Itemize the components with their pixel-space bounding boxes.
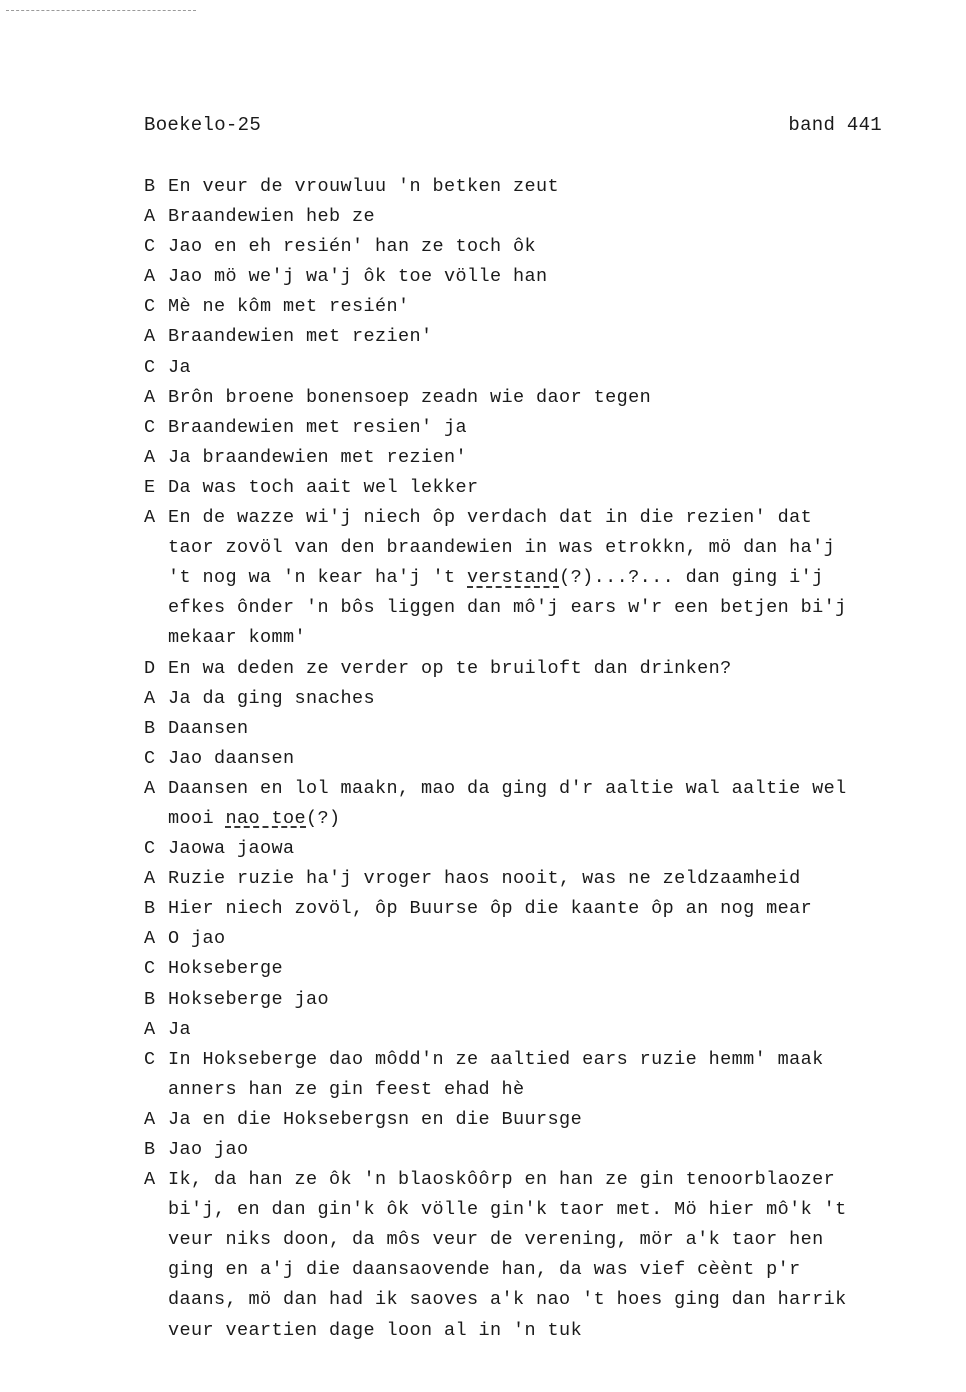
text-line: veur niks doon, da môs veur de verening, mör a'k taor hen xyxy=(168,1229,824,1251)
speaker-label: E xyxy=(144,476,156,498)
text-line: Jao en eh resién' han ze toch ôk xyxy=(168,236,537,258)
utterance-text xyxy=(168,1015,904,1045)
text-line: mekaar komm' xyxy=(168,627,307,649)
utterance xyxy=(144,503,904,653)
text-line: Ja braandewien met rezien' xyxy=(168,446,468,468)
text-line: Hier niech zovöl, ôp Buurse ôp die kaante ôp an nog mear xyxy=(168,898,813,920)
utterance xyxy=(144,684,904,714)
utterance-text xyxy=(168,654,904,684)
text-line: mooi nao toe(?) xyxy=(168,807,341,829)
utterance-text xyxy=(168,985,904,1015)
speaker-label: C xyxy=(144,1048,156,1070)
scan-artifact-line xyxy=(6,10,196,11)
utterance xyxy=(144,1045,904,1105)
text-line: 't nog wa 'n kear ha'j 't verstand(?)...?... dan ging i'j xyxy=(168,567,824,589)
speaker-label: A xyxy=(144,386,156,408)
utterance xyxy=(144,1105,904,1135)
text-line: efkes ônder 'n bôs liggen dan mô'j ears w'r een betjen bi'j xyxy=(168,597,847,619)
speaker-label: B xyxy=(144,898,156,920)
utterance xyxy=(144,292,904,322)
text-line: Jaowa jaowa xyxy=(168,838,295,860)
text-line: Ja da ging snaches xyxy=(168,687,376,709)
uncertain-word: verstand xyxy=(467,567,560,589)
utterance xyxy=(144,1015,904,1045)
utterance xyxy=(144,1135,904,1165)
speaker-label: B xyxy=(144,1139,156,1160)
transcript xyxy=(144,172,904,1346)
utterance xyxy=(144,654,904,684)
utterance-text xyxy=(168,322,904,352)
utterance xyxy=(144,744,904,774)
utterance-text xyxy=(168,954,904,984)
text-line: Da was toch aait wel lekker xyxy=(168,476,479,498)
uncertain-word: nao toe xyxy=(225,807,307,829)
text-line: veur veartien dage loon al in 'n tuk xyxy=(168,1319,583,1341)
speaker-label: A xyxy=(144,777,156,799)
text-line: Braandewien met rezien' xyxy=(168,326,433,348)
text-line: daans, mö dan had ik saoves a'k nao 't hoes ging dan harrik xyxy=(168,1289,847,1311)
document-id: Boekelo-25 xyxy=(144,114,262,136)
utterance-text xyxy=(168,834,904,864)
utterance-text xyxy=(168,473,904,503)
speaker-label: C xyxy=(144,747,156,769)
text-line: Hokseberge xyxy=(168,958,284,980)
utterance-text xyxy=(168,232,904,262)
text-line: Hokseberge jao xyxy=(168,988,330,1010)
text-line: In Hokseberge dao môdd'n ze aaltied ears ruzie hemm' maak xyxy=(168,1048,824,1070)
text-line: taor zovöl van den braandewien in was etrokkn, mö dan ha'j xyxy=(168,537,836,559)
utterance xyxy=(144,202,904,232)
utterance-text xyxy=(168,774,904,834)
text-line: anners han ze gin feest ehad hè xyxy=(168,1078,525,1100)
utterance-text xyxy=(168,262,904,292)
text-line: Ruzie ruzie ha'j vroger haos nooit, was ne zeldzaamheid xyxy=(168,868,801,890)
utterance-text xyxy=(168,353,904,383)
speaker-label: A xyxy=(144,868,156,890)
speaker-label: A xyxy=(144,206,156,228)
text-line: En veur de vrouwluu 'n betken zeut xyxy=(168,176,560,197)
utterance-text xyxy=(168,383,904,413)
utterance-text xyxy=(168,202,904,232)
utterance xyxy=(144,262,904,292)
text-line: Daansen xyxy=(168,717,249,739)
utterance-text xyxy=(168,443,904,473)
speaker-label: A xyxy=(144,326,156,348)
text-line: Ik, da han ze ôk 'n blaoskôôrp en han ze gin tenoorblaozer xyxy=(168,1169,836,1191)
page-header xyxy=(144,114,882,136)
utterance xyxy=(144,924,904,954)
speaker-label: C xyxy=(144,236,156,258)
speaker-label: A xyxy=(144,446,156,468)
speaker-label: C xyxy=(144,838,156,860)
utterance xyxy=(144,172,904,202)
utterance xyxy=(144,232,904,262)
utterance xyxy=(144,353,904,383)
utterance-text xyxy=(168,413,904,443)
utterance-text xyxy=(168,684,904,714)
utterance-text xyxy=(168,1105,904,1135)
speaker-label: C xyxy=(144,416,156,438)
utterance-text xyxy=(168,864,904,894)
utterance xyxy=(144,714,904,744)
utterance-text xyxy=(168,292,904,322)
text-line: O jao xyxy=(168,928,226,950)
text-line: Braandewien heb ze xyxy=(168,206,376,228)
speaker-label: B xyxy=(144,988,156,1010)
text-line: En de wazze wi'j niech ôp verdach dat in die rezien' dat xyxy=(168,507,813,529)
text-line: Braandewien met resien' ja xyxy=(168,416,468,438)
utterance-text xyxy=(168,1045,904,1105)
utterance-text xyxy=(168,714,904,744)
text-line: Jao mö we'j wa'j ôk toe völle han xyxy=(168,266,548,288)
speaker-label: A xyxy=(144,507,156,529)
speaker-label: C xyxy=(144,296,156,318)
utterance xyxy=(144,894,904,924)
utterance xyxy=(144,774,904,834)
text-line: Daansen en lol maakn, mao da ging d'r aaltie wal aaltie wel xyxy=(168,777,847,799)
text-line: Jao daansen xyxy=(168,747,295,769)
utterance xyxy=(144,473,904,503)
utterance xyxy=(144,985,904,1015)
speaker-label: A xyxy=(144,1018,156,1040)
utterance-text xyxy=(168,1135,904,1165)
text-line: bi'j, en dan gin'k ôk völle gin'k taor met. Mö hier mô'k 't xyxy=(168,1199,847,1221)
speaker-label: A xyxy=(144,687,156,709)
utterance xyxy=(144,322,904,352)
utterance-text xyxy=(168,1165,904,1346)
speaker-label: D xyxy=(144,657,156,679)
tape-number: band 441 xyxy=(788,114,882,136)
text-line: Ja xyxy=(168,356,192,378)
utterance xyxy=(144,834,904,864)
utterance xyxy=(144,443,904,473)
utterance xyxy=(144,383,904,413)
utterance xyxy=(144,413,904,443)
speaker-label: A xyxy=(144,266,156,288)
text-line: Mè ne kôm met resién' xyxy=(168,296,410,318)
text-line: Ja xyxy=(168,1018,192,1040)
text-line: ging en a'j die daansaovende han, da was vief cèènt p'r xyxy=(168,1259,801,1281)
speaker-label: A xyxy=(144,1108,156,1130)
utterance-text xyxy=(168,503,904,653)
utterance xyxy=(144,864,904,894)
text-line: En wa deden ze verder op te bruiloft dan drinken? xyxy=(168,657,732,679)
utterance-text xyxy=(168,744,904,774)
utterance xyxy=(144,954,904,984)
speaker-label: A xyxy=(144,928,156,950)
speaker-label: B xyxy=(144,717,156,739)
speaker-label: A xyxy=(144,1169,156,1191)
text-line: Ja en die Hoksebergsn en die Buursge xyxy=(168,1108,583,1130)
utterance-text xyxy=(168,924,904,954)
text-line: Brôn broene bonensoep zeadn wie daor tegen xyxy=(168,386,652,408)
speaker-label: C xyxy=(144,356,156,378)
speaker-label: C xyxy=(144,958,156,980)
utterance-text xyxy=(168,172,904,202)
speaker-label: B xyxy=(144,176,156,197)
text-line: Jao jao xyxy=(168,1139,249,1160)
utterance-text xyxy=(168,894,904,924)
utterance xyxy=(144,1165,904,1346)
